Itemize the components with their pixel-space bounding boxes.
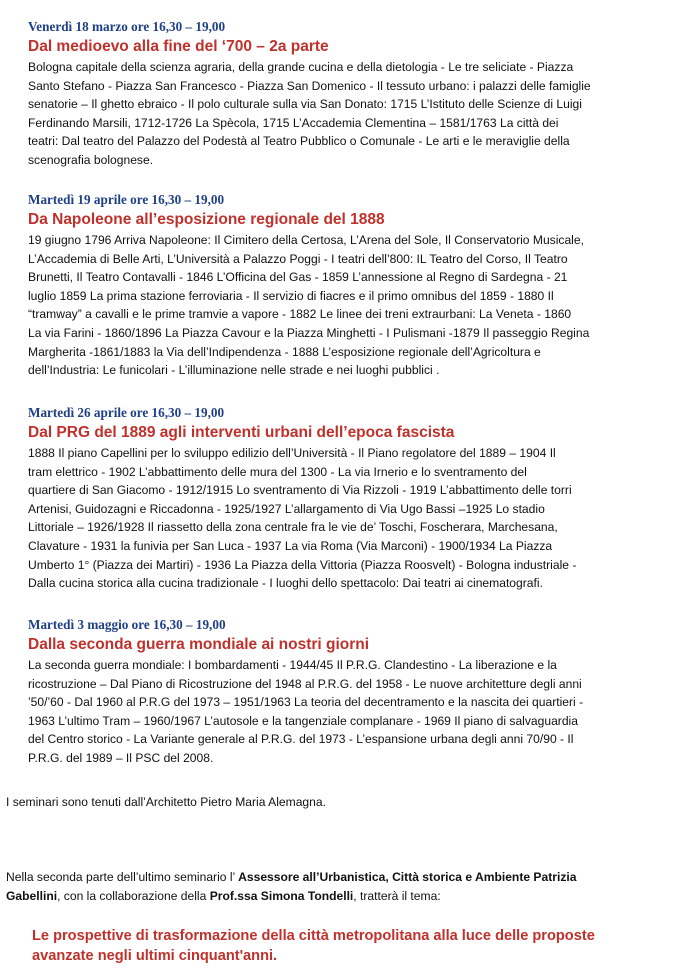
description-line: Ferdinando Marsili, 1712-1726 La Spècola, 1715 L’Accademia Clementina – 1581/1763 La città dei [28, 115, 559, 130]
description-line: Umberto 1° (Piazza dei Martiri) - 1936 La Piazza della Vittoria (Piazza Roosvelt) - Bologna industriale - [28, 557, 577, 572]
description-line: 19 giugno 1796 Arriva Napoleone: Il Cimitero della Certosa, L’Arena del Sole, Il Conservatorio Musicale, [28, 233, 584, 247]
description-line: Dalla cucina storica alla cucina tradizionale - I luoghi dello spettacolo: Dai teatri ai cinematografi. [28, 576, 543, 591]
session-title: Dal PRG del 1889 agli interventi urbani dell’epoca fascista [28, 424, 455, 441]
professor-name: Prof.ssa Simona Tondelli [209, 888, 354, 903]
session-date: Venerdì 18 marzo ore 16,30 – 19,00 [28, 19, 226, 34]
session-description [28, 444, 678, 593]
description-line: Margherita -1861/1883 la Via dell’Indipendenza - 1888 L’esposizione regionale dell’Agricoltura e [28, 344, 541, 359]
tema-line-2: avanzate negli ultimi cinquant'anni. [32, 948, 278, 964]
description-line: “tramway” a cavalli e le prime tramvie a vapore - 1882 Le linee dei treni extraurbani: La Veneta - 1860 [28, 307, 572, 322]
description-line: Santo Stefano - Piazza San Francesco - Piazza San Domenico - Il tessuto urbano: i palazzi delle famiglie [28, 78, 591, 93]
description-line: quartiere di San Giacomo - 1912/1915 Lo sventramento di Via Rizzoli - 1919 L’abbattimento delle torri [28, 483, 572, 498]
session-description [28, 58, 678, 170]
assessore-intro: Nella seconda parte dell’ultimo seminario l’ [6, 870, 239, 884]
description-line: Littoriale – 1926/1928 Il riassetto della zona centrale fra le vie de’ Toschi, Foscherara, Marchesana, [28, 520, 558, 535]
session-description [28, 231, 678, 380]
description-line: luglio 1859 La prima stazione ferroviaria - Il servizio di fiacres e il primo omnibus del 1859 - 1880 Il [28, 288, 554, 303]
description-line: ’50/’60 - Dal 1960 al P.R.G del 1973 – 1951/1963 La teoria del decentramento e la nascita dei quartieri - [28, 695, 584, 710]
description-line: del Centro storico - La Variante generale al P.R.G. del 1973 - L’espansione urbana degli anni 70/90 - Il [28, 732, 574, 747]
assessore-note [6, 868, 676, 905]
description-line: P.R.G. del 1989 – Il PSC del 2008. [28, 750, 214, 765]
tema-intro: , tratterà il tema: [353, 888, 441, 903]
session-date: Martedì 26 aprile ore 16,30 – 19,00 [28, 405, 225, 420]
description-line: La via Farini - 1860/1896 La Piazza Cavour e la Piazza Minghetti - I Pulismani -1879 Il passeggio Regina [28, 325, 590, 340]
assessore-role: Assessore all’Urbanistica, Città storica e Ambiente Patrizia [238, 870, 577, 884]
session-3 [28, 405, 678, 593]
description-line: scenografia bolognese. [28, 152, 154, 167]
session-1 [28, 19, 678, 170]
assessore-line-1 [6, 868, 676, 887]
description-line: 1888 Il piano Capellini per lo sviluppo edilizio dell’Università - Il Piano regolatore del 1889 – 1904 Il [28, 446, 556, 460]
tema-line-1: Le prospettive di trasformazione della città metropolitana alla luce delle proposte [32, 928, 595, 944]
session-description [28, 656, 678, 768]
description-line: La seconda guerra mondiale: I bombardamenti - 1944/45 Il P.R.G. Clandestino - La liberazione e la [28, 658, 557, 672]
session-title: Da Napoleone all’esposizione regionale del 1888 [28, 211, 385, 228]
session-4 [28, 617, 678, 768]
description-line: L’Accademia di Belle Arti, L’Università a Palazzo Poggi - I teatri dell’800: IL Teatro del Corso, Il Teatro [28, 251, 568, 266]
session-date: Martedì 19 aprile ore 16,30 – 19,00 [28, 192, 225, 207]
tema-title [32, 926, 672, 966]
session-title: Dal medioevo alla fine del ‘700 – 2a parte [28, 38, 329, 55]
description-line: Artenisi, Guidozagni e Riccadonna - 1925/1927 L’allargamento di Via Ugo Bassi –1925 Lo stadio [28, 501, 545, 516]
session-title: Dalla seconda guerra mondiale ai nostri giorni [28, 636, 370, 653]
description-line: 1963 L’ultimo Tram – 1960/1967 L’autosole e la tangenziale complanare - 1969 Il piano di salvaguardia [28, 713, 578, 728]
collaboration-text: , con la collaborazione della [57, 888, 210, 903]
description-line: Clavature - 1931 la funivia per San Luca - 1937 La via Roma (Via Marconi) - 1900/1934 La Piazza [28, 538, 553, 553]
seminari-note [6, 793, 676, 812]
description-line: dell’Industria: Le funicolari - L’illuminazione nelle strade e nei luoghi pubblici . [28, 363, 440, 378]
description-line: Bologna capitale della scienza agraria, della grande cucina e della dietologia - Le tre seliciate - Piazza [28, 60, 574, 74]
assessore-line-2 [6, 887, 676, 906]
session-2 [28, 192, 678, 380]
description-line: teatri: Dal teatro del Palazzo del Podestà al Teatro Pubblico o Comunale - Le arti e le meraviglie della [28, 134, 570, 149]
description-line: ricostruzione – Dal Piano di Ricostruzione del 1948 al P.R.G. del 1958 - Le nuove architetture degli anni [28, 676, 582, 691]
description-line: Brunetti, Il Teatro Contavalli - 1846 L’Officina del Gas - 1859 L’annessione al Regno di Sardegna - 21 [28, 270, 568, 285]
description-line: senatorie – Il ghetto ebraico - Il polo culturale sulla via San Donato: 1715 L’Istituto delle Scienze di Luigi [28, 97, 582, 112]
session-date: Martedì 3 maggio ore 16,30 – 19,00 [28, 617, 226, 632]
description-line: tram elettrico - 1902 L’abbattimento delle mura del 1300 - La via Irnerio e lo sventramento del [28, 464, 527, 479]
assessore-name: Gabellini [6, 888, 58, 903]
seminari-text: I seminari sono tenuti dall’Architetto Pietro Maria Alemagna. [6, 795, 326, 809]
